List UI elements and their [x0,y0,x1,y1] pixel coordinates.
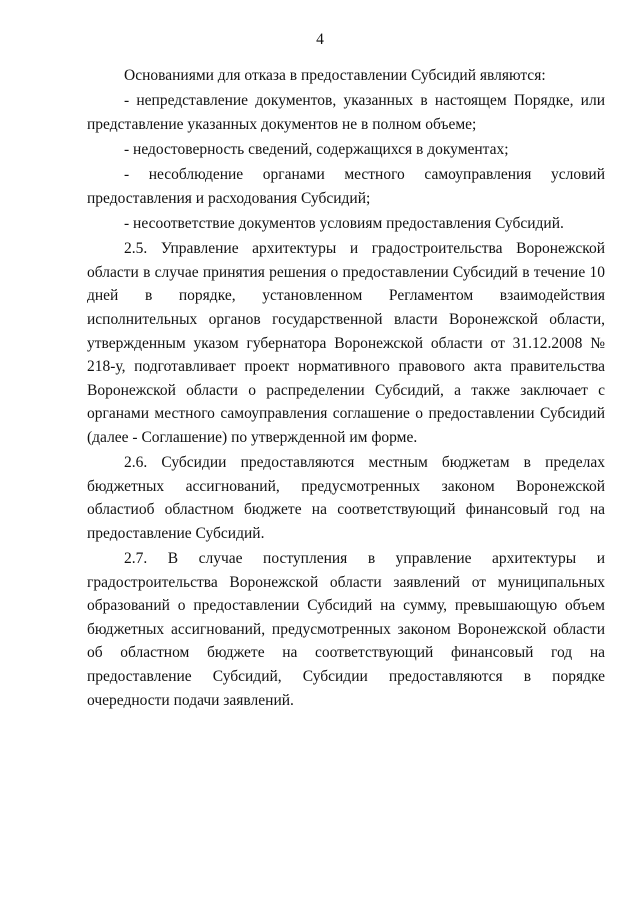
page-number: 4 [316,31,324,48]
paragraph-refusal-ground-2: - недостоверность сведений, содержащихся в документах; [124,140,509,158]
paragraph-2-7: 2.7. В случае поступления в управление архитектуры и градостроительства Воронежской области заявлений от муниципальных образований о предоставлении Субсидий на сумму, превышающую объем бюджетных ассигнований, предусмотренных законом Воронежской области об областном бюджете на соответствующий финансовый год на предоставление Субсидий, Субсидии предоставляются в порядке очередности подачи заявлений. [87,550,605,709]
paragraph-refusal-ground-1: - непредставление документов, указанных в настоящем Порядке, или представление указанных документов не в полном объеме; [87,92,605,133]
paragraph-refusal-ground-3: - несоблюдение органами местного самоуправления условий предоставления и расходования Субсидий; [87,166,605,207]
paragraph-refusal-grounds-intro: Основаниями для отказа в предоставлении Субсидий являются: [124,67,546,84]
document-body [87,64,605,714]
paragraph-2-6: 2.6. Субсидии предоставляются местным бюджетам в пределах бюджетных ассигнований, предусмотренных законом Воронежской областиоб областном бюджете на соответствующий финансовый год на предоставление Субсидий. [87,454,605,542]
paragraph-2-5: 2.5. Управление архитектуры и градостроительства Воронежской области в случае принятия решения о предоставлении Субсидий в течение 10 дней в порядке, установленном Регламентом взаимодействия исполнительных органов государственной власти Воронежской области, утвержденным указом губернатора Воронежской области от 31.12.2008 № 218-у, подготавливает проект нормативного правового акта правительства Воронежской области о распределении Субсидий, а также заключает с органами местного самоуправления соглашение о предоставлении Субсидий (далее - Соглашение) по утвержденной им форме. [87,240,605,446]
paragraph-refusal-ground-4: - несоответствие документов условиям предоставления Субсидий. [124,214,564,232]
